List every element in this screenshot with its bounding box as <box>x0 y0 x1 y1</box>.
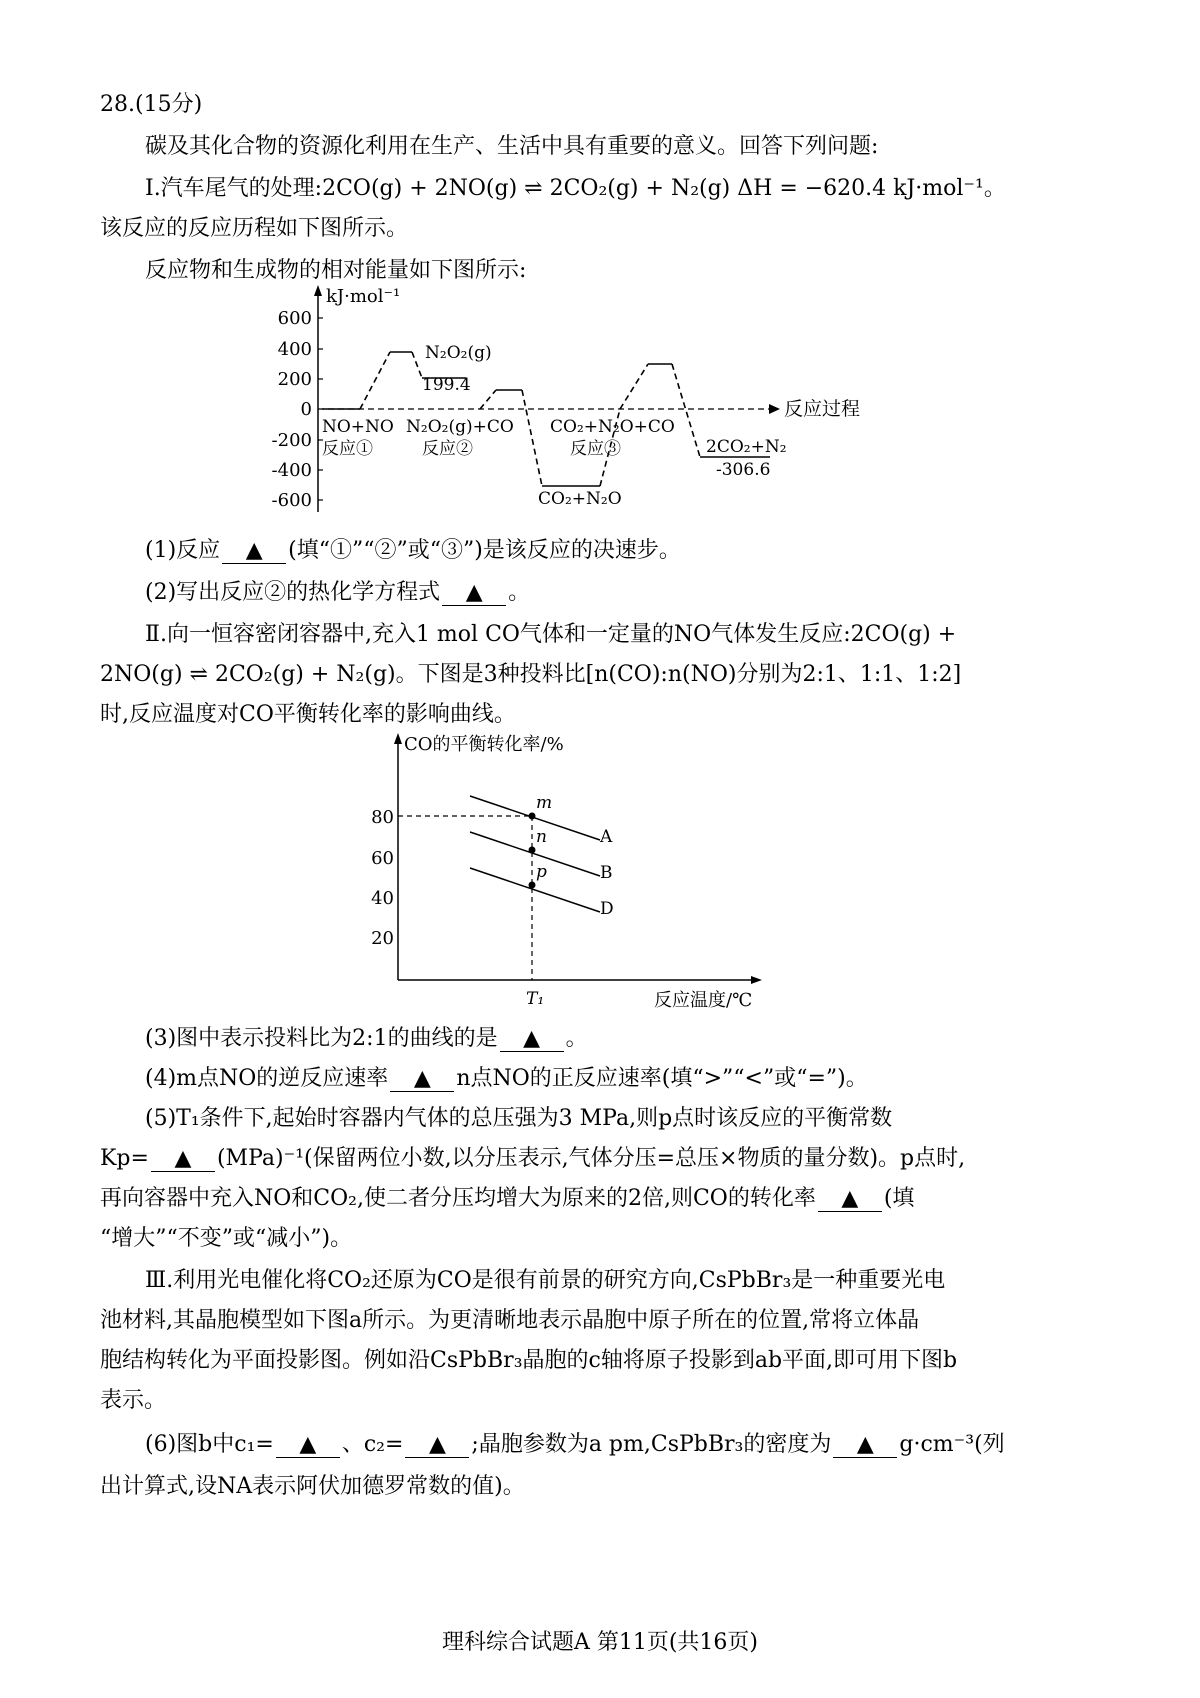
x-axis-arrow <box>751 976 762 984</box>
species-label: CO₂+N₂O+CO <box>550 417 675 437</box>
conversion-curve-chart <box>360 730 780 1020</box>
q5-kp-answer-blank[interactable]: ▲ <box>151 1147 215 1172</box>
q4-line <box>145 1064 868 1094</box>
step-label: 反应① <box>322 439 373 459</box>
q5-kp-label: Kp= <box>100 1146 149 1171</box>
q4-suffix: n点NO的正反应速率(填“>”“<”或“=”)。 <box>456 1066 868 1091</box>
y-axis-label: kJ·mol⁻¹ <box>326 286 401 307</box>
q1-line <box>145 536 681 566</box>
q5-line3-suffix: (填 <box>883 1186 915 1211</box>
point-p-label: p <box>536 862 547 882</box>
y-axis-arrow <box>314 285 322 296</box>
y-tick: -200 <box>271 430 312 451</box>
species-label: N₂O₂(g)+CO <box>406 417 514 437</box>
q5-line3 <box>100 1184 914 1214</box>
intermediate2-label: CO₂+N₂O <box>538 489 622 509</box>
y-tick-labels <box>371 807 394 949</box>
q6-c1-answer-blank[interactable]: ▲ <box>276 1433 340 1458</box>
final-energy: -306.6 <box>716 460 771 480</box>
q6-c2-label: 、c₂= <box>341 1432 404 1457</box>
intro-text: 碳及其化合物的资源化利用在生产、生活中具有重要的意义。回答下列问题: <box>145 134 879 159</box>
y-tick: 40 <box>371 888 394 909</box>
q6-density-answer-blank[interactable]: ▲ <box>833 1433 897 1458</box>
y-tick: 60 <box>371 848 394 869</box>
x-axis-label: 反应温度/℃ <box>654 990 753 1011</box>
part3-line2: 池材料,其晶胞模型如下图a所示。为更清晰地表示晶胞中原子所在的位置,常将立体晶 <box>100 1308 920 1333</box>
q3-prefix: (3)图中表示投料比为2:1的曲线的是 <box>145 1026 498 1051</box>
y-tick: 400 <box>277 339 312 360</box>
x-tick-t1: T₁ <box>526 989 545 1009</box>
q3-suffix: 。 <box>565 1026 588 1051</box>
y-axis-label: CO的平衡转化率/% <box>404 734 564 755</box>
q6-line1 <box>145 1430 1005 1460</box>
q5-line1: (5)T₁条件下,起始时容器内气体的总压强为3 MPa,则p点时该反应的平衡常数 <box>145 1106 893 1131</box>
y-tick: 0 <box>300 399 312 420</box>
y-tick: 20 <box>371 928 394 949</box>
curve-a-label: A <box>600 827 613 847</box>
q4-prefix: (4)m点NO的逆反应速率 <box>145 1066 389 1091</box>
point-n-label: n <box>536 827 547 847</box>
q5-conversion-answer-blank[interactable]: ▲ <box>818 1187 882 1212</box>
q2-answer-blank[interactable]: ▲ <box>442 581 506 606</box>
y-tick: -400 <box>271 460 312 481</box>
q3-answer-blank[interactable]: ▲ <box>500 1027 564 1052</box>
curves <box>470 796 600 912</box>
part1-description: 该反应的反应历程如下图所示。 <box>100 216 409 241</box>
y-tick-labels <box>272 308 312 511</box>
y-tick: 600 <box>277 308 312 329</box>
point-p <box>529 882 536 889</box>
part3-line1: Ⅲ.利用光电催化将CO₂还原为CO是很有前景的研究方向,CsPbBr₃是一种重要光电 <box>145 1268 946 1293</box>
step-label: 反应② <box>422 439 473 459</box>
q6-c2-answer-blank[interactable]: ▲ <box>405 1433 469 1458</box>
q6-unit-text: g·cm⁻³(列 <box>899 1432 1005 1457</box>
y-tick: -600 <box>271 490 312 511</box>
q6-density-text: ;晶胞参数为a pm,CsPbBr₃的密度为 <box>471 1432 832 1457</box>
q2-line <box>145 578 530 608</box>
question-number: 28. <box>100 92 135 117</box>
energy-profile-diagram <box>260 282 900 522</box>
intermediate1-label: N₂O₂(g) <box>425 343 492 363</box>
page-footer: 理科综合试题A 第11页(共16页) <box>441 1630 759 1655</box>
species-label: NO+NO <box>322 417 394 437</box>
point-n <box>529 847 536 854</box>
part3-line4: 表示。 <box>100 1388 167 1413</box>
q2-suffix: 。 <box>508 580 531 605</box>
q5-line2-suffix: (MPa)⁻¹(保留两位小数,以分压表示,气体分压=总压×物质的量分数)。p点时, <box>216 1146 966 1171</box>
q5-line4: “增大”“不变”或“减小”)。 <box>100 1226 353 1251</box>
part2-line2: 2NO(g) ⇌ 2CO₂(g) + N₂(g)。下图是3种投料比[n(CO):n(NO)分别为2:1、1:1、1:2] <box>100 662 962 687</box>
x-axis-arrow <box>769 404 780 414</box>
part2-line3: 时,反应温度对CO平衡转化率的影响曲线。 <box>100 702 516 727</box>
q5-line2 <box>100 1144 965 1174</box>
point-m-label: m <box>536 793 553 813</box>
q1-suffix: (填“①”“②”或“③”)是该反应的决速步。 <box>288 538 681 563</box>
curve-b <box>470 832 600 876</box>
part1-reaction: Ⅰ.汽车尾气的处理:2CO(g) + 2NO(g) ⇌ 2CO₂(g) + N₂(g) ΔH = −620.4 kJ·mol⁻¹。 <box>145 176 1006 201</box>
q3-line <box>145 1024 588 1054</box>
q6-c1-label: (6)图b中c₁= <box>145 1432 274 1457</box>
step-label: 反应③ <box>570 439 621 459</box>
q1-prefix: (1)反应 <box>145 538 221 563</box>
curve-d <box>470 868 600 912</box>
y-tick: 80 <box>371 807 394 828</box>
curve-b-label: B <box>600 863 613 883</box>
question-number-line <box>100 90 202 120</box>
question-score: (15分) <box>135 92 203 117</box>
part3-line3: 胞结构转化为平面投影图。例如沿CsPbBr₃晶胞的c轴将原子投影到ab平面,即可用下图b <box>100 1348 958 1373</box>
point-m <box>529 813 536 820</box>
figure1-caption: 反应物和生成物的相对能量如下图所示: <box>145 258 527 283</box>
curve-d-label: D <box>600 899 614 919</box>
q2-prefix: (2)写出反应②的热化学方程式 <box>145 580 441 605</box>
q6-line2: 出计算式,设NA表示阿伏加德罗常数的值)。 <box>100 1474 525 1499</box>
part2-line1: Ⅱ.向一恒容密闭容器中,充入1 mol CO气体和一定量的NO气体发生反应:2CO(g) + <box>145 622 957 647</box>
y-axis-arrow <box>394 733 402 744</box>
intermediate1-energy: 199.4 <box>422 375 471 395</box>
q4-answer-blank[interactable]: ▲ <box>390 1067 454 1092</box>
final-species-label: 2CO₂+N₂ <box>706 437 787 457</box>
curve-a <box>470 796 600 840</box>
y-tick: 200 <box>277 369 312 390</box>
q5-line3-prefix: 再向容器中充入NO和CO₂,使二者分压均增大为原来的2倍,则CO的转化率 <box>100 1186 816 1211</box>
x-axis-label: 反应过程 <box>784 398 861 420</box>
q1-answer-blank[interactable]: ▲ <box>222 539 286 564</box>
